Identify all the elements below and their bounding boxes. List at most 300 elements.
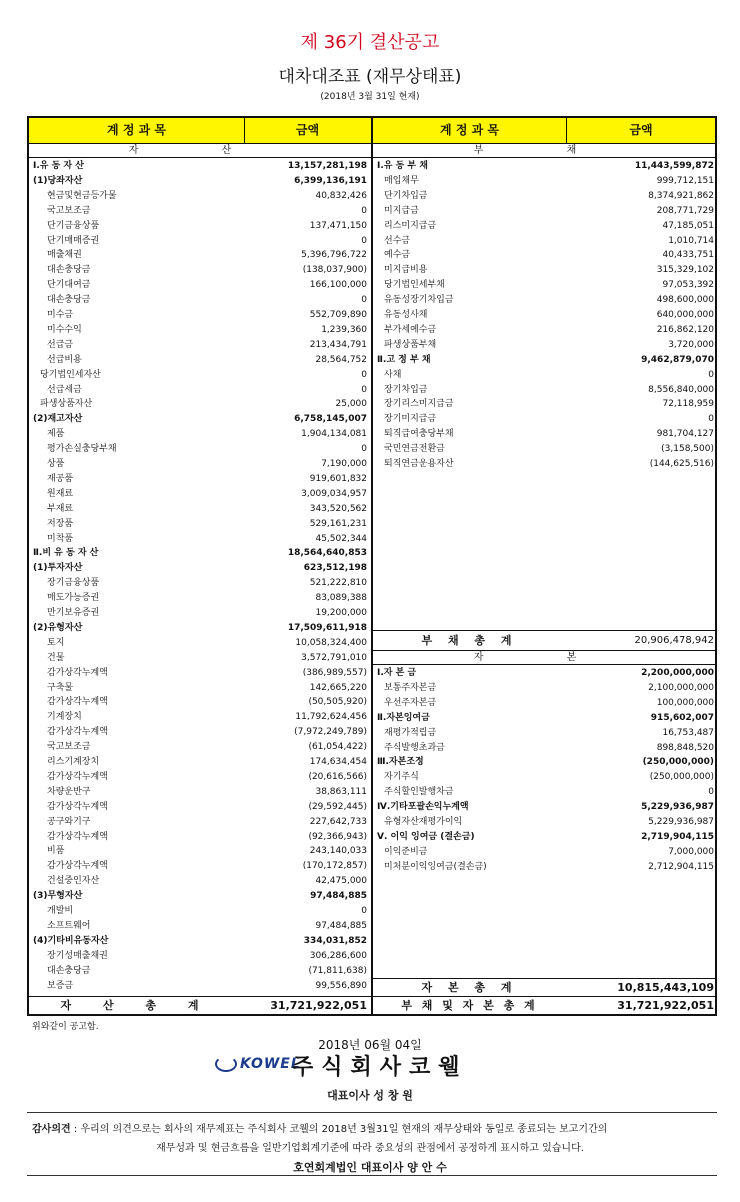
account-label: 건설중인자산 bbox=[47, 876, 100, 887]
table-row bbox=[29, 636, 367, 651]
table-row bbox=[373, 278, 714, 293]
table-row bbox=[29, 397, 367, 412]
account-label: 장기미지급금 bbox=[384, 414, 437, 425]
account-amount: 2,719,904,115 bbox=[641, 831, 714, 842]
table-row bbox=[29, 338, 367, 353]
account-amount: 0 bbox=[361, 906, 367, 916]
table-row bbox=[29, 263, 367, 278]
table-row bbox=[29, 681, 367, 696]
account-amount: (92,366,943) bbox=[308, 831, 367, 842]
table-row bbox=[373, 427, 714, 442]
account-amount: 6,399,136,191 bbox=[294, 175, 367, 186]
table-row bbox=[373, 785, 714, 800]
account-amount: 174,634,454 bbox=[309, 757, 367, 767]
account-amount: 915,602,007 bbox=[650, 712, 714, 723]
account-amount: 42,475,000 bbox=[315, 876, 367, 887]
account-label: (2)유형자산 bbox=[33, 622, 83, 633]
account-amount: 38,863,111 bbox=[315, 786, 367, 797]
table-row bbox=[29, 919, 367, 934]
account-label: 장기리스미지급금 bbox=[384, 399, 454, 410]
account-label: 구축물 bbox=[47, 682, 74, 693]
table-row bbox=[373, 263, 714, 278]
account-label: 미수금 bbox=[47, 310, 74, 320]
account-label: (2)재고자산 bbox=[33, 414, 83, 425]
account-amount: 213,434,791 bbox=[309, 339, 367, 350]
account-amount: 9,462,879,070 bbox=[641, 354, 714, 365]
account-label: 단기매매증권 bbox=[47, 235, 100, 246]
account-label: 감가상각누계액 bbox=[47, 771, 108, 782]
account-amount: 0 bbox=[361, 369, 367, 380]
account-label: 선급비용 bbox=[47, 354, 82, 365]
table-row bbox=[373, 293, 714, 308]
table-row bbox=[29, 427, 367, 442]
account-amount: 0 bbox=[361, 235, 367, 246]
account-label: 유동성사채 bbox=[384, 310, 428, 320]
account-label: 감가상각누계액 bbox=[47, 831, 108, 842]
table-row bbox=[29, 502, 367, 517]
table-row bbox=[29, 234, 367, 249]
table-row bbox=[373, 726, 714, 741]
table-row bbox=[29, 979, 367, 994]
account-amount: 3,572,791,010 bbox=[301, 652, 367, 663]
account-amount: 3,009,034,957 bbox=[301, 488, 367, 499]
account-label: 감가상각누계액 bbox=[47, 801, 108, 812]
account-amount: 97,484,885 bbox=[310, 891, 367, 902]
audit-opinion-line1 bbox=[32, 1120, 607, 1135]
table-row bbox=[373, 248, 714, 263]
account-amount: 13,157,281,198 bbox=[287, 161, 367, 171]
equity-total-label: 자 본 총 계 bbox=[421, 981, 518, 994]
table-row bbox=[29, 815, 367, 830]
table-row bbox=[29, 606, 367, 621]
account-label: 미착품 bbox=[47, 533, 74, 544]
table-row bbox=[373, 666, 714, 681]
account-amount: 142,665,220 bbox=[309, 682, 367, 693]
account-amount: 45,502,344 bbox=[315, 533, 367, 544]
table-row bbox=[29, 457, 367, 472]
account-amount: 18,564,640,853 bbox=[287, 548, 367, 559]
account-label: 감가상각누계액 bbox=[47, 697, 108, 708]
account-label: 평가손실충당부채 bbox=[47, 444, 117, 455]
account-label: 대손충당금 bbox=[47, 295, 91, 306]
account-amount: (71,811,638) bbox=[308, 965, 367, 976]
account-amount: 7,190,000 bbox=[321, 459, 367, 469]
account-amount: (170,172,857) bbox=[302, 861, 367, 872]
account-amount: 11,443,599,872 bbox=[634, 161, 714, 171]
table-row bbox=[373, 234, 714, 249]
account-amount: 243,140,033 bbox=[309, 846, 367, 857]
table-row bbox=[373, 353, 714, 368]
account-label: Ⅱ.고 정 부 채 bbox=[377, 354, 431, 365]
table-row bbox=[29, 904, 367, 919]
account-amount: 0 bbox=[708, 369, 714, 380]
account-amount: 981,704,127 bbox=[656, 429, 714, 440]
account-amount: 166,100,000 bbox=[309, 280, 367, 291]
account-amount: (250,000,000) bbox=[649, 772, 714, 783]
account-amount: (386,989,557) bbox=[302, 667, 367, 678]
table-row bbox=[373, 204, 714, 219]
account-amount: 1,010,714 bbox=[668, 235, 714, 246]
table-row bbox=[29, 532, 367, 547]
company-ceo: 대표이사 성 창 원 bbox=[327, 1089, 413, 1102]
account-amount: 100,000,000 bbox=[656, 697, 714, 708]
liab-equity-total-label: 부 채 및 자 본 총 계 bbox=[401, 999, 538, 1012]
account-label: 감가상각누계액 bbox=[47, 667, 108, 678]
announcement-date: 2018년 06월 04일 bbox=[318, 1038, 422, 1052]
account-amount: (7,972,249,789) bbox=[294, 727, 367, 738]
account-amount: 0 bbox=[361, 384, 367, 395]
account-label: 자기주식 bbox=[384, 772, 419, 783]
account-amount: 640,000,000 bbox=[656, 310, 714, 320]
liabilities-total-amount: 20,906,478,942 bbox=[634, 635, 714, 646]
account-amount: 0 bbox=[361, 444, 367, 455]
table-row bbox=[373, 755, 714, 770]
account-label: 단기금융상품 bbox=[47, 220, 100, 231]
liabilities-section-label: 부 채 bbox=[373, 144, 717, 158]
account-amount: 5,229,936,987 bbox=[641, 802, 714, 813]
account-amount: 315,329,102 bbox=[656, 265, 714, 276]
table-row bbox=[29, 576, 367, 591]
account-label: 기계장치 bbox=[47, 712, 82, 723]
assets-total-amount: 31,721,922,051 bbox=[270, 999, 367, 1012]
divider bbox=[373, 630, 717, 631]
account-amount: 8,374,921,862 bbox=[648, 190, 714, 201]
account-amount: 919,601,832 bbox=[309, 473, 367, 484]
account-label: 장기성매출채권 bbox=[47, 950, 108, 961]
audit-opinion-line2: 재무성과 및 현금흐름을 일반기업회계기준에 따라 중요성의 관점에서 공정하게 표시하고 있습니다. bbox=[156, 1143, 584, 1154]
table-row bbox=[29, 204, 367, 219]
liabilities-total-row bbox=[373, 632, 717, 649]
table-row bbox=[373, 174, 714, 189]
table-row bbox=[373, 219, 714, 234]
table-row bbox=[29, 651, 367, 666]
table-row bbox=[29, 666, 367, 681]
table-row bbox=[29, 755, 367, 770]
account-label: 대손충당금 bbox=[47, 965, 91, 976]
account-label: 미지급비용 bbox=[384, 265, 428, 276]
account-label: Ⅰ.유 동 자 산 bbox=[33, 161, 84, 171]
company-name: 주식회사코웰 bbox=[292, 1055, 468, 1080]
account-amount: 216,862,120 bbox=[656, 324, 714, 335]
account-amount: 17,509,611,918 bbox=[287, 622, 367, 633]
table-row bbox=[373, 815, 714, 830]
account-amount: 25,000 bbox=[335, 399, 367, 410]
table-row bbox=[373, 412, 714, 427]
table-row bbox=[29, 278, 367, 293]
account-label: 국민연금전환금 bbox=[384, 444, 445, 455]
account-amount: 343,520,562 bbox=[309, 503, 367, 514]
account-amount: 40,832,426 bbox=[315, 190, 367, 201]
divider bbox=[27, 1112, 717, 1113]
table-row bbox=[373, 383, 714, 398]
account-amount: (20,616,566) bbox=[308, 771, 367, 782]
account-label: 공구와기구 bbox=[47, 816, 91, 827]
account-label: Ⅱ.자본잉여금 bbox=[377, 712, 430, 723]
account-amount: (29,592,445) bbox=[308, 801, 367, 812]
equity-total-row bbox=[373, 979, 717, 996]
account-label: 주식발행초과금 bbox=[384, 742, 445, 753]
table-row bbox=[373, 830, 714, 845]
account-label: 개발비 bbox=[47, 906, 74, 916]
header-divider bbox=[566, 118, 567, 143]
table-row bbox=[373, 442, 714, 457]
account-label: 예수금 bbox=[384, 250, 411, 261]
table-row bbox=[29, 472, 367, 487]
account-label: 파생상품자산 bbox=[40, 399, 93, 410]
account-amount: 3,720,000 bbox=[668, 339, 714, 350]
as-of-date: (2018년 3월 31일 현재) bbox=[320, 92, 420, 102]
account-label: 유형자산재평가이익 bbox=[384, 817, 463, 827]
table-row bbox=[29, 323, 367, 338]
table-row bbox=[373, 308, 714, 323]
table-row bbox=[29, 740, 367, 755]
account-label: 미처분이익잉여금(결손금) bbox=[384, 861, 487, 872]
account-label: 만기보유증권 bbox=[47, 608, 100, 618]
table-row bbox=[29, 174, 367, 189]
account-label: 선급금 bbox=[47, 339, 74, 350]
account-label: (1)투자자산 bbox=[33, 563, 83, 574]
account-label: 우선주자본금 bbox=[384, 697, 437, 708]
account-label: 감가상각누계액 bbox=[47, 861, 108, 872]
account-label: 보증금 bbox=[47, 980, 74, 991]
account-label: (1)당좌자산 bbox=[33, 175, 83, 186]
account-amount: 0 bbox=[708, 414, 714, 425]
account-label: 이익준비금 bbox=[384, 846, 428, 857]
account-amount: 8,556,840,000 bbox=[648, 384, 714, 395]
audit-opinion-label: 감사의견 bbox=[32, 1124, 71, 1135]
table-row bbox=[29, 248, 367, 263]
table-row bbox=[29, 517, 367, 532]
header-divider bbox=[244, 118, 245, 143]
statement-title: 대차대조표 (재무상태표) bbox=[278, 67, 462, 87]
account-label: Ⅱ.비 유 동 자 산 bbox=[33, 548, 99, 559]
account-amount: (50,505,920) bbox=[308, 697, 367, 708]
account-amount: (138,037,900) bbox=[302, 265, 367, 276]
table-row bbox=[373, 368, 714, 383]
assets-section-label: 자 산 bbox=[29, 144, 371, 158]
audit-opinion-text: : 우리의 의견으로는 회사의 재무제표는 주식회사 코웰의 2018년 3월31일 현재의 재무상태와 동일로 종료되는 보고기간의 bbox=[70, 1124, 608, 1135]
table-row bbox=[373, 159, 714, 174]
account-label: 퇴직연금운용자산 bbox=[384, 459, 454, 469]
table-row bbox=[29, 725, 367, 740]
account-label: 당기법인세자산 bbox=[40, 369, 101, 380]
assets-total-label: 자 산 총 계 bbox=[60, 999, 213, 1012]
table-row bbox=[29, 844, 367, 859]
table-row bbox=[29, 308, 367, 323]
table-row bbox=[373, 770, 714, 785]
announcement-title: 제 36기 결산공고 bbox=[300, 32, 440, 53]
account-label: 부재료 bbox=[47, 503, 74, 514]
account-amount: 898,848,520 bbox=[656, 742, 714, 753]
account-label: 현금및현금등가물 bbox=[47, 190, 117, 201]
account-amount: (61,054,422) bbox=[308, 742, 367, 753]
divider bbox=[27, 1175, 717, 1176]
liabilities-total-label: 부 채 총 계 bbox=[421, 634, 518, 647]
account-label: 원재료 bbox=[47, 488, 74, 499]
account-amount: 0 bbox=[708, 787, 714, 798]
account-amount: 7,000,000 bbox=[668, 846, 714, 857]
account-label: 재공품 bbox=[47, 473, 74, 484]
account-label: 상품 bbox=[47, 459, 65, 469]
logo-swirl-icon bbox=[215, 1056, 237, 1072]
account-amount: 19,200,000 bbox=[315, 608, 367, 618]
account-amount: (250,000,000) bbox=[642, 757, 714, 768]
account-label: 차량운반구 bbox=[47, 786, 91, 797]
account-label: 대손충당금 bbox=[47, 265, 91, 276]
table-row bbox=[373, 696, 714, 711]
account-label: 단기대여금 bbox=[47, 280, 91, 291]
account-amount: 1,239,360 bbox=[321, 324, 367, 335]
table-row bbox=[29, 546, 367, 561]
table-row bbox=[29, 889, 367, 904]
table-row bbox=[29, 487, 367, 502]
account-amount: 97,484,885 bbox=[315, 920, 367, 931]
table-row bbox=[29, 561, 367, 576]
account-label: 소프트웨어 bbox=[47, 920, 91, 931]
account-label: Ⅳ.기타포괄손익누계액 bbox=[377, 802, 469, 813]
account-amount: 1,904,134,081 bbox=[301, 429, 367, 440]
table-row bbox=[29, 859, 367, 874]
account-label: (3)무형자산 bbox=[33, 891, 83, 902]
table-row bbox=[29, 785, 367, 800]
table-row bbox=[373, 800, 714, 815]
account-amount: 208,771,729 bbox=[656, 205, 714, 216]
account-label: 단기차입금 bbox=[384, 190, 428, 201]
account-amount: (3,158,500) bbox=[661, 444, 714, 455]
account-label: 당기법인세부채 bbox=[384, 280, 445, 291]
auditor-name: 호연회계법인 대표이사 양 안 수 bbox=[293, 1161, 447, 1174]
account-label: 토지 bbox=[47, 637, 65, 648]
table-row bbox=[29, 949, 367, 964]
table-row bbox=[29, 189, 367, 204]
table-row bbox=[29, 293, 367, 308]
table-row bbox=[29, 383, 367, 398]
account-label: (4)기타비유동자산 bbox=[33, 935, 109, 946]
table-row bbox=[29, 770, 367, 785]
account-label: 매출채권 bbox=[47, 250, 82, 261]
account-amount: 529,161,231 bbox=[309, 518, 367, 529]
table-row bbox=[29, 621, 367, 636]
account-amount: 498,600,000 bbox=[656, 295, 714, 306]
account-amount: 97,053,392 bbox=[662, 280, 714, 291]
table-row bbox=[373, 741, 714, 756]
account-amount: 83,089,388 bbox=[315, 593, 367, 604]
liab-equity-total-amount: 31,721,922,051 bbox=[617, 999, 714, 1012]
table-row bbox=[29, 442, 367, 457]
account-label: 국고보조금 bbox=[47, 742, 91, 753]
account-amount: 0 bbox=[361, 205, 367, 216]
account-amount: 99,556,890 bbox=[315, 980, 367, 991]
account-label: Ⅴ. 이익 잉여금 (결손금) bbox=[377, 831, 475, 842]
account-amount: 6,758,145,007 bbox=[294, 414, 367, 425]
account-label: 감가상각누계액 bbox=[47, 727, 108, 738]
account-amount: 40,433,751 bbox=[662, 250, 714, 261]
table-row bbox=[29, 710, 367, 725]
account-amount: 5,396,796,722 bbox=[301, 250, 367, 261]
liab-equity-total-row bbox=[373, 997, 717, 1014]
table-row bbox=[29, 830, 367, 845]
account-label: 퇴직급여충당부채 bbox=[384, 429, 454, 440]
account-amount: 227,642,733 bbox=[309, 816, 367, 827]
table-row bbox=[29, 159, 367, 174]
right-account-header: 계 정 과 목 bbox=[440, 123, 499, 137]
logo-text: KOWEL bbox=[240, 1056, 301, 1072]
account-label: 리스기계장치 bbox=[47, 757, 100, 767]
account-label: 선수금 bbox=[384, 235, 411, 246]
account-label: Ⅰ.유 동 부 채 bbox=[377, 161, 428, 171]
account-label: 주식할인발행차금 bbox=[384, 787, 454, 798]
table-row bbox=[373, 189, 714, 204]
account-label: 장기금융상품 bbox=[47, 578, 100, 589]
account-amount: 72,118,959 bbox=[662, 399, 714, 410]
account-label: 재평가적립금 bbox=[384, 727, 437, 738]
account-label: 저장품 bbox=[47, 518, 74, 529]
equity-total-amount: 10,815,443,109 bbox=[617, 981, 714, 994]
account-label: 매도가능증권 bbox=[47, 593, 100, 604]
account-amount: 521,222,810 bbox=[309, 578, 367, 589]
account-label: 보통주자본금 bbox=[384, 682, 437, 693]
table-row bbox=[29, 219, 367, 234]
account-amount: 306,286,600 bbox=[309, 950, 367, 961]
account-label: 유동성장기차입금 bbox=[384, 295, 454, 306]
account-amount: 0 bbox=[361, 295, 367, 306]
table-row bbox=[373, 681, 714, 696]
table-row bbox=[29, 353, 367, 368]
account-amount: 11,792,624,456 bbox=[295, 712, 367, 723]
account-amount: 28,564,752 bbox=[315, 354, 367, 365]
account-amount: 2,200,000,000 bbox=[641, 668, 714, 678]
table-row bbox=[29, 964, 367, 979]
equity-section-label: 자 본 bbox=[373, 651, 717, 665]
left-amount-header: 금액 bbox=[295, 123, 320, 137]
account-amount: 2,100,000,000 bbox=[648, 682, 714, 693]
table-row bbox=[29, 368, 367, 383]
table-row bbox=[373, 711, 714, 726]
table-row bbox=[29, 591, 367, 606]
table-row bbox=[29, 934, 367, 949]
account-amount: 5,229,936,987 bbox=[648, 817, 714, 827]
assets-total-row bbox=[29, 997, 371, 1014]
account-label: 건물 bbox=[47, 652, 65, 663]
account-label: 부가세예수금 bbox=[384, 324, 437, 335]
account-label: 선급세금 bbox=[47, 384, 82, 395]
balance-sheet-table bbox=[27, 116, 717, 1016]
account-label: 사채 bbox=[384, 369, 402, 380]
account-label: Ⅰ.자 본 금 bbox=[377, 668, 417, 678]
account-label: 리스미지급금 bbox=[384, 220, 437, 231]
announcement-note: 위와같이 공고함. bbox=[32, 1022, 99, 1032]
left-account-header: 계 정 과 목 bbox=[107, 123, 166, 137]
account-label: 장기차입금 bbox=[384, 384, 428, 395]
table-row bbox=[373, 457, 714, 472]
account-amount: 137,471,150 bbox=[309, 220, 367, 231]
account-label: 미지급금 bbox=[384, 205, 419, 216]
table-row bbox=[373, 323, 714, 338]
account-amount: 552,709,890 bbox=[309, 310, 367, 320]
account-label: 미수수익 bbox=[47, 324, 82, 335]
table-row bbox=[29, 800, 367, 815]
company-logo bbox=[215, 1056, 301, 1072]
account-label: 파생상품부채 bbox=[384, 339, 437, 350]
account-amount: 2,712,904,115 bbox=[648, 861, 714, 872]
account-amount: 16,753,487 bbox=[662, 727, 714, 738]
account-amount: 999,712,151 bbox=[656, 175, 714, 186]
account-amount: 334,031,852 bbox=[303, 935, 367, 946]
account-amount: 623,512,198 bbox=[303, 563, 367, 574]
table-row bbox=[29, 695, 367, 710]
account-amount: (144,625,516) bbox=[649, 459, 714, 469]
account-label: 비품 bbox=[47, 846, 65, 857]
